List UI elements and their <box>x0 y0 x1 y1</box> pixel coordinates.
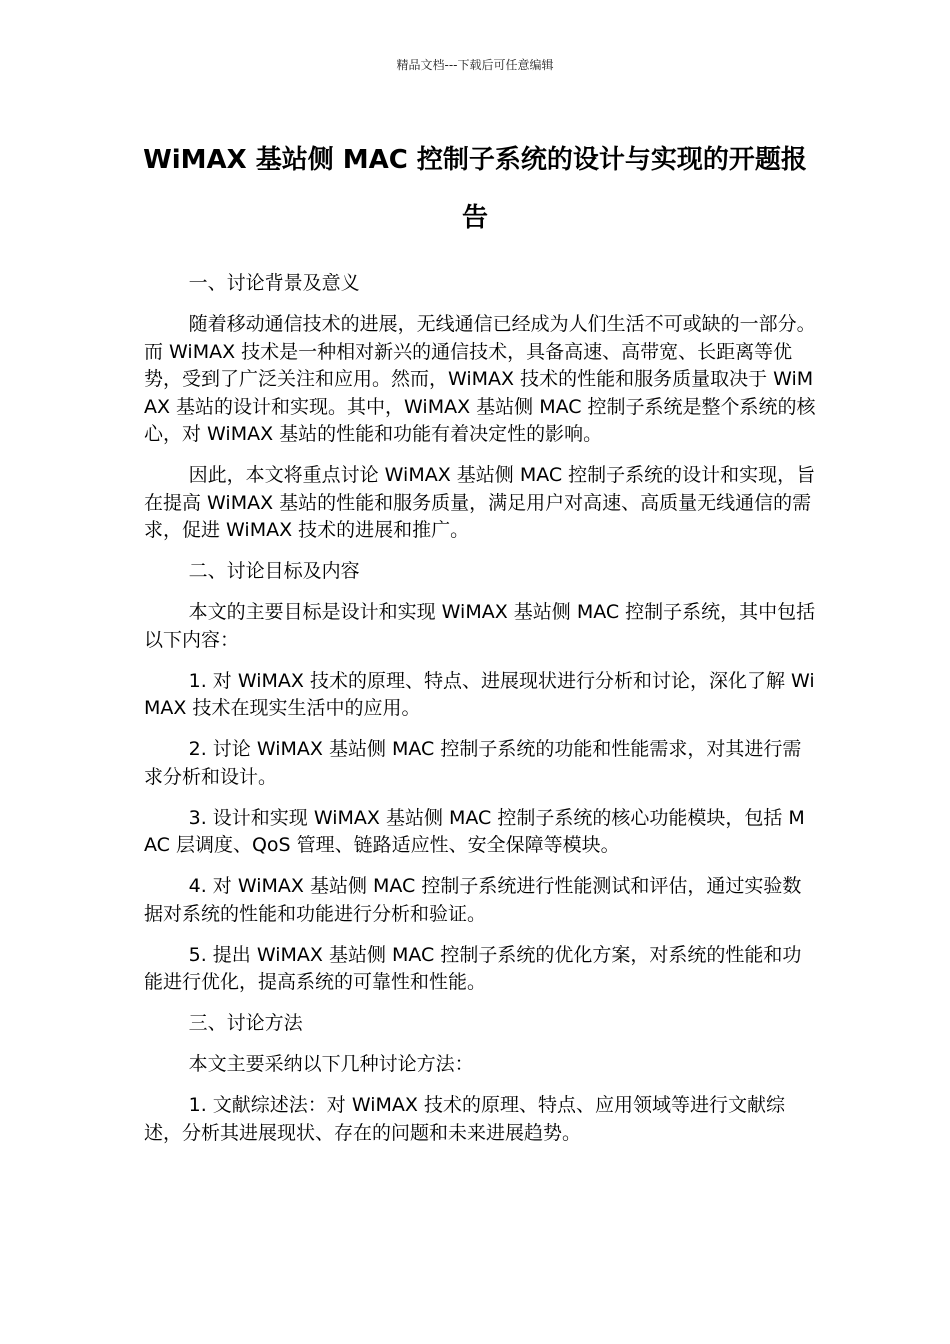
paragraph-background-1: 随着移动通信技术的进展，无线通信已经成为人们生活不可或缺的一部分。而 WiMAX 技术是一种相对新兴的通信技术，具备高速、高带宽、长距离等优势，受到了广泛关注和应用。然而，WiMAX 技术的性能和服务质量取决于 WiMAX 基站的设计和实现。其中，WiMAX 基站侧 MAC 控制子系统是整个系统的核心，对 WiMAX 基站的性能和功能有着决定性的影响。 <box>144 313 816 445</box>
list-item-goal-3: 3. 设计和实现 WiMAX 基站侧 MAC 控制子系统的核心功能模块，包括 MAC 层调度、QoS 管理、链路适应性、安全保障等模块。 <box>144 806 805 856</box>
list-item-goal-1: 1. 对 WiMAX 技术的原理、特点、进展现状进行分析和讨论，深化了解 WiMAX 技术在现实生活中的应用。 <box>144 669 815 719</box>
paragraph-goals-intro: 本文的主要目标是设计和实现 WiMAX 基站侧 MAC 控制子系统，其中包括以下内容： <box>144 601 816 651</box>
document-title: WiMAX 基站侧 MAC 控制子系统的设计与实现的开题报告 <box>143 145 807 233</box>
list-item-goal-4: 4. 对 WiMAX 基站侧 MAC 控制子系统进行性能测试和评估，通过实验数据对系统的性能和功能进行分析和验证。 <box>144 875 802 925</box>
paragraph-methods-intro: 本文主要采纳以下几种讨论方法： <box>188 1053 474 1075</box>
list-item-goal-5: 5. 提出 WiMAX 基站侧 MAC 控制子系统的优化方案，对系统的性能和功能进行优化，提高系统的可靠性和性能。 <box>144 943 802 993</box>
document-body <box>144 270 816 1161</box>
list-item-goal-2: 2. 讨论 WiMAX 基站侧 MAC 控制子系统的功能和性能需求，对其进行需求分析和设计。 <box>144 738 802 788</box>
paragraph-background-2: 因此，本文将重点讨论 WiMAX 基站侧 MAC 控制子系统的设计和实现，旨在提高 WiMAX 基站的性能和服务质量，满足用户对高速、高质量无线通信的需求，促进 WiMAX 技术的进展和推广。 <box>144 464 816 541</box>
list-item-method-1: 1. 文献综述法：对 WiMAX 技术的原理、特点、应用领域等进行文献综述，分析其进展现状、存在的问题和未来进展趋势。 <box>144 1094 785 1144</box>
section-heading-methods: 三、讨论方法 <box>188 1012 303 1034</box>
section-heading-goals: 二、讨论目标及内容 <box>188 560 360 582</box>
section-heading-background: 一、讨论背景及意义 <box>188 272 360 294</box>
header-note: 精品文档---下载后可任意编辑 <box>396 58 554 72</box>
